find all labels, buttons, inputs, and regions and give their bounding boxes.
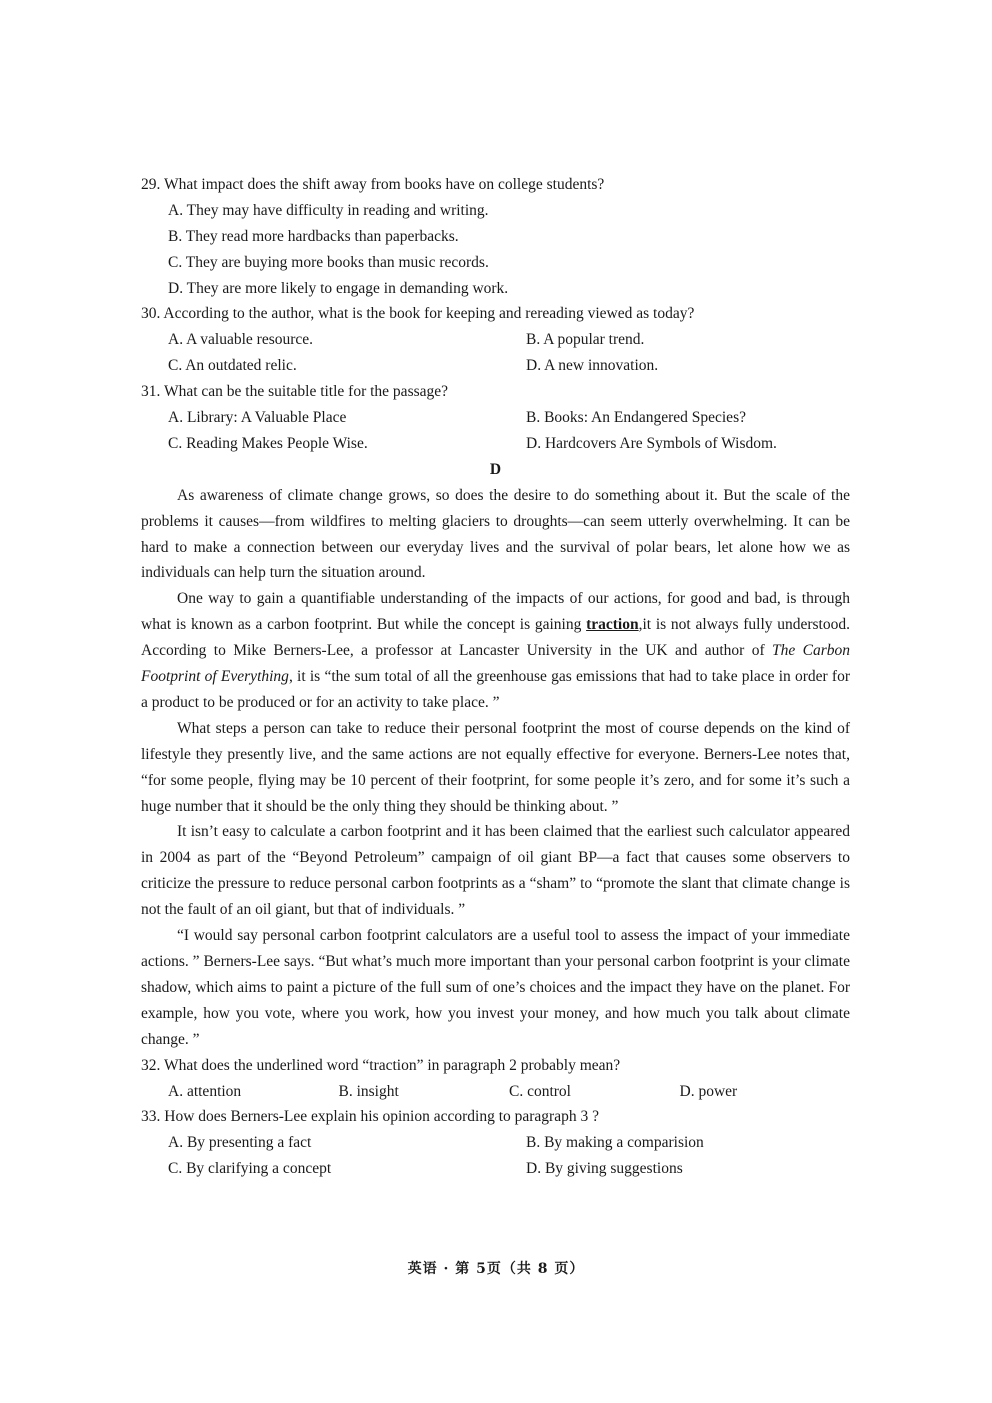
q32-option-a: A. attention <box>168 1082 242 1100</box>
q33-option-c: C. By clarifying a concept <box>168 1160 332 1178</box>
question-33-stem: 33. How does Berners-Lee explain his opinion according to paragraph 3 ? <box>141 1108 599 1126</box>
q30-options-row-1 <box>141 327 850 353</box>
q32-option-c: C. control <box>509 1082 571 1100</box>
q32-option-d: D. power <box>679 1082 738 1100</box>
passage-paragraph-4: It isn’t easy to calculate a carbon footprint and it has been claimed that the earliest such calculator appeared in 2004 as part of the “Beyond Petroleum” campaign of oil giant BP—a fact that causes some observers to criticize the pressure to reduce personal carbon footprints as a “sham” to “promote the slant that climate change is not the fault of an oil giant, but that of individuals. ” <box>141 823 850 919</box>
question-29-stem: 29. What impact does the shift away from books have on college students? <box>141 176 605 193</box>
q33-option-b: B. By making a comparision <box>526 1134 704 1152</box>
q31-option-a: A. Library: A Valuable Place <box>168 409 347 427</box>
passage-paragraph-2 <box>141 586 850 716</box>
q29-option-c: C. They are buying more books than music records. <box>168 253 489 271</box>
q32-option-b: B. insight <box>338 1082 399 1100</box>
q29-option-a: A. They may have difficulty in reading and writing. <box>168 201 489 219</box>
paragraph-2-part-2: ,it is not always fully understood. According to Mike Berners-Lee, a professor at Lancaster University in the UK and author of <box>141 616 850 660</box>
question-32-stem: 32. What does the underlined word “traction” in paragraph 2 probably mean? <box>141 1056 621 1074</box>
page-footer: 英语 · 第 5页（共 8 页） <box>407 1261 585 1277</box>
q33-options-row-1 <box>141 1130 850 1156</box>
q33-option-d: D. By giving suggestions <box>526 1160 683 1178</box>
q30-option-d: D. A new innovation. <box>526 357 659 375</box>
passage-paragraph-1: As awareness of climate change grows, so does the desire to do something about it. But the scale of the problems it causes—from wildfires to melting glaciers to droughts—can seem utterly overwhelming. It can be hard to make a connection between our everyday lives and the survival of polar bears, let alone how we as individuals can help turn the situation around. <box>141 486 850 582</box>
underlined-word-traction: traction <box>586 616 639 634</box>
q30-options-row-2 <box>141 353 850 379</box>
section-heading-d: D <box>489 460 502 478</box>
q33-options-row-2 <box>141 1156 850 1182</box>
exam-page <box>141 172 850 1182</box>
question-31-stem: 31. What can be the suitable title for the passage? <box>141 383 449 401</box>
q30-option-c: C. An outdated relic. <box>168 357 297 375</box>
q33-option-a: A. By presenting a fact <box>168 1134 312 1152</box>
q31-option-b: B. Books: An Endangered Species? <box>526 409 746 427</box>
question-30-stem: 30. According to the author, what is the book for keeping and rereading viewed as today? <box>141 305 695 323</box>
passage-paragraph-5: “I would say personal carbon footprint calculators are a useful tool to assess the impact of your immediate actions. ” Berners-Lee says. “But what’s much more important than your personal carbon footprint is your climate shadow, which aims to paint a picture of the full sum of one’s choices and the impact they have on the planet. For example, how you vote, where you work, how you invest your money, and how much you talk about climate change. ” <box>141 927 850 1048</box>
q30-option-a: A. A valuable resource. <box>168 331 314 349</box>
q31-option-c: C. Reading Makes People Wise. <box>168 434 368 452</box>
paragraph-2-part-1: One way to gain a quantifiable understanding of the impacts of our actions, for good and bad, is through what is known as a carbon footprint. But while the concept is gaining <box>141 590 850 634</box>
q31-options-row-2 <box>141 431 850 457</box>
paragraph-2-part-3: , it is “the sum total of all the greenhouse gas emissions that had to take place in order for a product to be produced or for an activity to take place. ” <box>141 668 851 711</box>
q31-option-d: D. Hardcovers Are Symbols of Wisdom. <box>526 434 777 452</box>
book-title: The Carbon Footprint of Everything <box>141 642 850 686</box>
q30-option-b: B. A popular trend. <box>526 331 645 349</box>
passage-paragraph-3: What steps a person can take to reduce their personal footprint the most of course depends on the kind of lifestyle they presently live, and the same actions are not equally effective for everyone. Berners-Lee notes that, “for some people, flying may be 10 percent of their footprint, for some people it’s zero, and for some it’s such a huge number that it should be the only thing they should be thinking about. ” <box>141 719 850 815</box>
q29-option-b: B. They read more hardbacks than paperbacks. <box>168 227 459 245</box>
q29-option-d: D. They are more likely to engage in demanding work. <box>168 279 509 297</box>
q32-options-row <box>141 1079 850 1105</box>
q31-options-row-1 <box>141 405 850 431</box>
